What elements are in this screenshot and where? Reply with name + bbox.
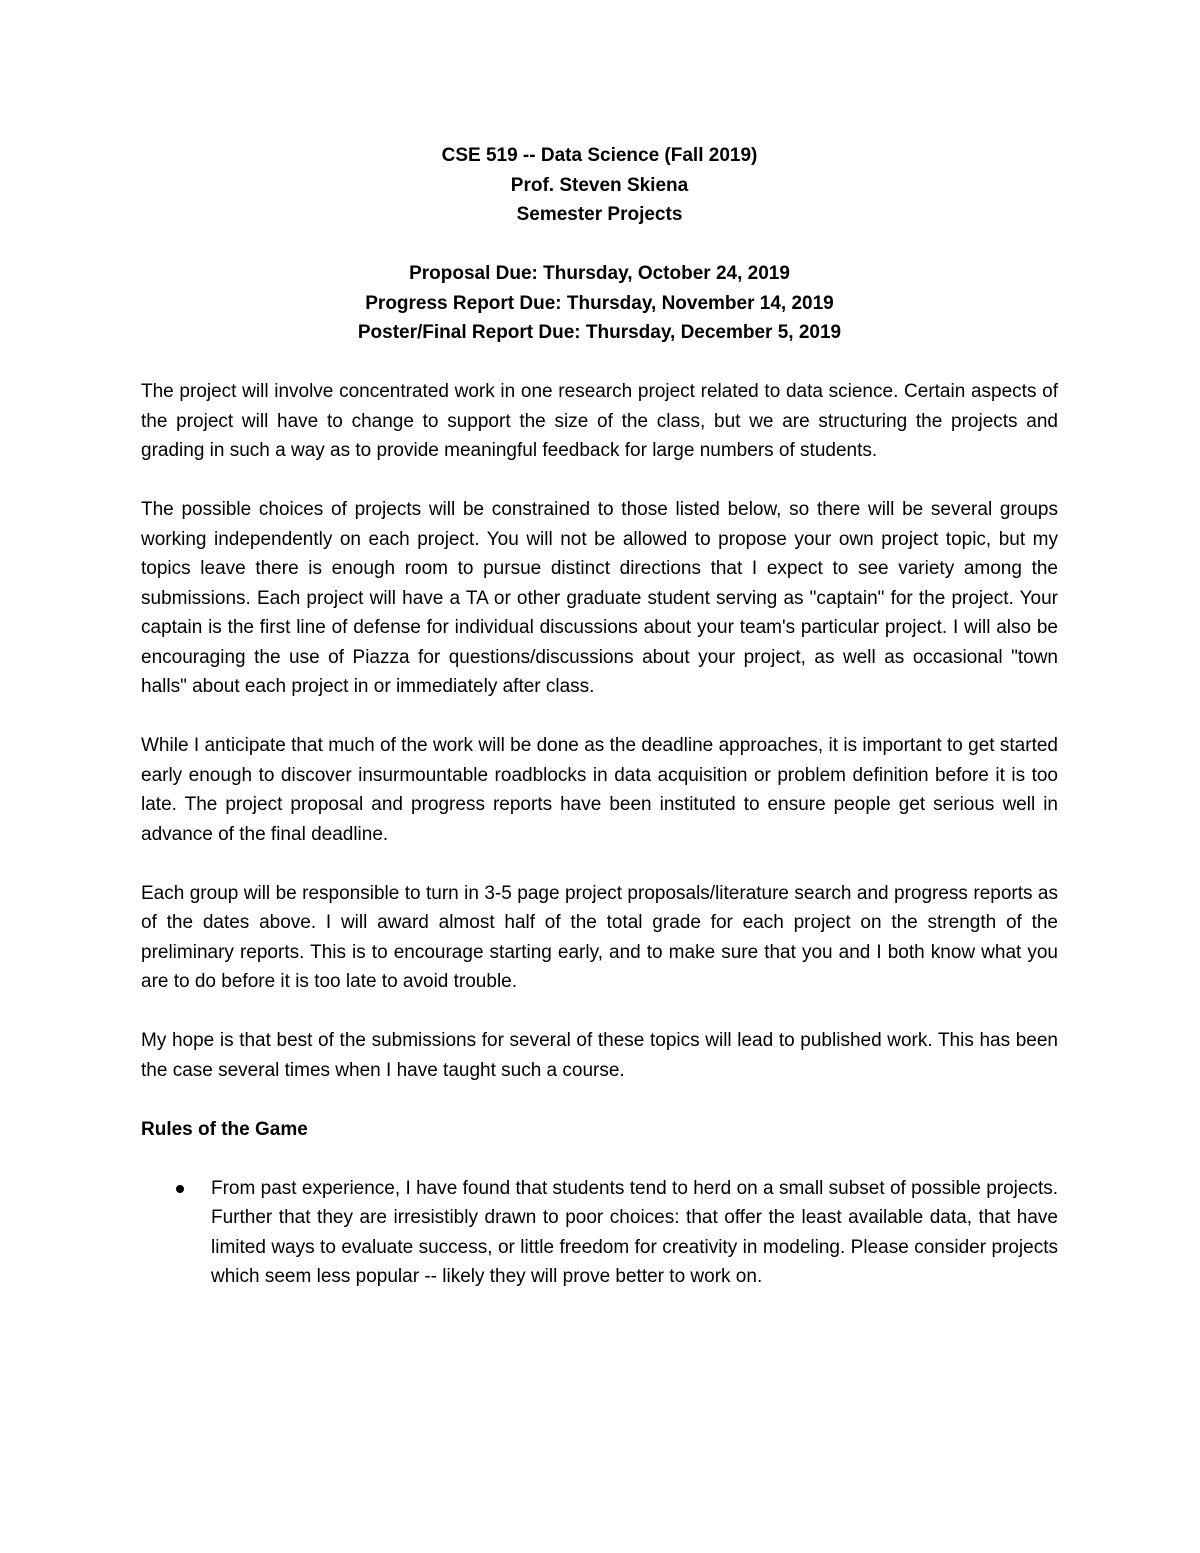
- proposals-paragraph: Each group will be responsible to turn in 3-5 page project proposals/literature search and progress reports as of the dates above. I will award almost half of the total grade for each project on the strength of the preliminary reports. This is to encourage starting early, and to make sure that you and I both know what you are to do before it is too late to avoid trouble.: [141, 882, 1058, 992]
- header-body-spacer: [141, 348, 1058, 378]
- rules-heading: Rules of the Game: [141, 1118, 308, 1140]
- course-title: CSE 519 -- Data Science (Fall 2019): [441, 145, 758, 166]
- document-page: [141, 141, 1058, 1292]
- proposal-due-date: Proposal Due: Thursday, October 24, 2019: [409, 263, 790, 284]
- document-title: Semester Projects: [516, 204, 683, 225]
- professor-name: Prof. Steven Skiena: [510, 174, 689, 196]
- document-header: [141, 141, 1058, 348]
- deadline-paragraph: While I anticipate that much of the work will be done as the deadline approaches, it is important to get started early enough to discover insurmountable roadblocks in data acquisition or problem definition before it is too late. The project proposal and progress reports have been instituted to ensure people get serious well in advance of the final deadline.: [141, 735, 1058, 845]
- progress-report-due-date: Progress Report Due: Thursday, November 14, 2019: [365, 292, 834, 314]
- bullet-icon: [176, 1185, 184, 1193]
- rules-list: [141, 1174, 1058, 1292]
- rules-list-item-text: From past experience, I have found that students tend to herd on a small subset of possible projects. Further that they are irresistibly drawn to poor choices: that offer the least available data, that have limited ways to evaluate success, or little freedom for creativity in modeling. Please consider projects which seem less popular -- likely they will prove better to work on.: [211, 1177, 1058, 1287]
- rules-list-item: [141, 1174, 1058, 1292]
- publication-hope-paragraph: My hope is that best of the submissions for several of these topics will lead to published work. This has been the case several times when I have taught such a course.: [141, 1030, 1058, 1081]
- header-spacer: [141, 230, 1058, 260]
- final-report-due-date: Poster/Final Report Due: Thursday, December 5, 2019: [357, 322, 842, 343]
- project-choices-paragraph: The possible choices of projects will be constrained to those listed below, so there will be several groups working independently on each project. You will not be allowed to propose your own project topic, but my topics leave there is enough room to pursue distinct directions that I expect to see variety among the submissions. Each project will have a TA or other graduate student serving as "captain" for the project. Your captain is the first line of defense for individual discussions about your team's particular project. I will also be encouraging the use of Piazza for questions/discussions about your project, as well as occasional "town halls" about each project in or immediately after class.: [141, 499, 1058, 697]
- intro-paragraph: The project will involve concentrated work in one research project related to data science. Certain aspects of the project will have to change to support the size of the class, but we are structuring the projects and grading in such a way as to provide meaningful feedback for large numbers of students.: [141, 381, 1058, 461]
